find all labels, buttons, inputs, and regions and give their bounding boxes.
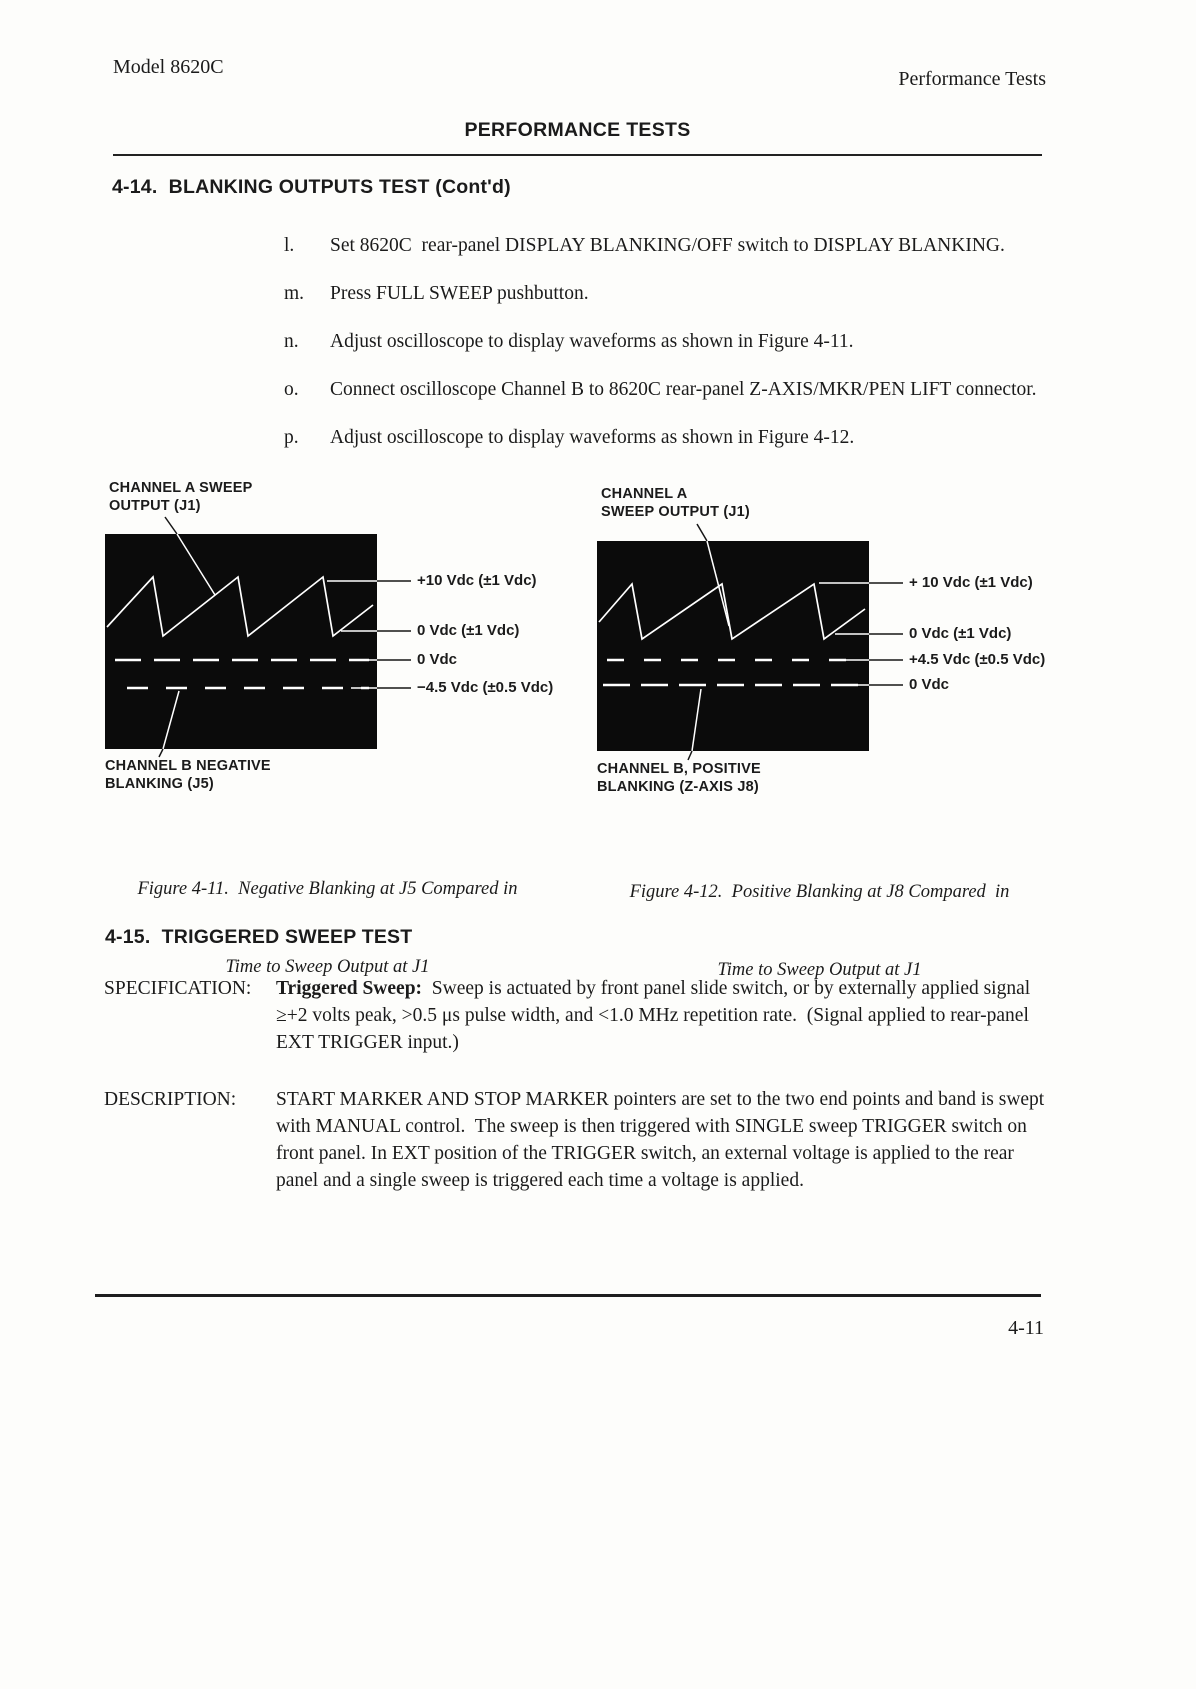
leader-line [159,749,163,757]
caption-line: Time to Sweep Output at J1 [717,960,922,980]
page-number: 4-11 [1008,1317,1044,1339]
model-number: Model 8620C [113,56,224,78]
step-letter: p. [284,427,299,448]
chapter-name: Performance Tests [898,68,1046,90]
caption-line: Time to Sweep Output at J1 [225,957,430,977]
caption-line: Figure 4-12. Positive Blanking at J8 Compared in [629,882,1010,902]
page-header [0,0,1196,91]
label-line: CHANNEL A SWEEP [109,480,253,496]
figure-4-12 [597,479,1097,980]
title-rule [113,154,1042,156]
step-text: Adjust oscilloscope to display waveforms as shown in Figure 4-12. [330,427,855,448]
step-letter: n. [284,331,299,352]
specification-body: Sweep is actuated by front panel slide switch, or by externally applied signal ≥+2 volts peak, >0.5 μs pulse width, and <1.0 MHz repetition rate. (Signal applied to rear-panel EXT TRIGGER input.) [276,978,1036,1053]
step-text: Set 8620C rear-panel DISPLAY BLANKING/OFF switch to DISPLAY BLANKING. [330,235,1005,256]
leader-line [688,751,692,760]
page-title: PERFORMANCE TESTS [464,119,691,141]
label-line: SWEEP OUTPUT (J1) [601,504,750,520]
description-row [104,1086,1048,1194]
label-line: BLANKING (Z-AXIS J8) [597,779,759,795]
voltage-label-0vdc-2: 0 Vdc [909,676,950,693]
step-letter: m. [284,283,305,304]
step-text: Adjust oscilloscope to display waveforms as shown in Figure 4-11. [330,331,854,352]
voltage-label-neg4-5: −4.5 Vdc (±0.5 Vdc) [417,679,554,696]
voltage-label-plus4-5: +4.5 Vdc (±0.5 Vdc) [909,651,1046,668]
description-text: START MARKER AND STOP MARKER pointers are set to the two end points and band is swept with MANUAL control. The sweep is then triggered with SINGLE sweep TRIGGER switch on front panel. In EXT position of the TRIGGER switch, an external voltage is applied to the rear panel and a single sweep is triggered each time a voltage is applied. [276,1089,1050,1191]
channel-a-sweep-label [109,479,252,515]
specification-label: SPECIFICATION: [104,978,252,999]
channel-b-positive-label [597,760,761,796]
leader-line [697,524,707,541]
label-line: CHANNEL B, POSITIVE [597,761,761,777]
voltage-label-0vdc-1: 0 Vdc (±1 Vdc) [417,622,520,639]
scope-screen [597,541,869,751]
voltage-label-plus10: + 10 Vdc (±1 Vdc) [909,574,1033,591]
description-label: DESCRIPTION: [104,1089,237,1110]
step-text: Connect oscilloscope Channel B to 8620C rear-panel Z-AXIS/MKR/PEN LIFT connector. [330,379,1037,400]
label-line: CHANNEL A [601,486,688,502]
procedure-steps [284,233,1046,451]
channel-a-sweep-label [601,485,750,521]
label-line: BLANKING (J5) [105,776,214,792]
voltage-label-plus10: +10 Vdc (±1 Vdc) [417,572,537,589]
label-line: OUTPUT (J1) [109,498,201,514]
section-4-15-heading: 4-15. TRIGGERED SWEEP TEST [105,926,413,948]
leader-line [165,517,177,534]
oscilloscope-trace-svg-4-12 [597,479,1097,779]
figure-4-11-caption [105,824,550,1032]
step-text: Press FULL SWEEP pushbutton. [330,283,589,304]
channel-b-negative-label [105,757,271,793]
oscilloscope-trace-svg-4-11 [105,479,605,779]
voltage-label-0vdc-1: 0 Vdc (±1 Vdc) [909,625,1012,642]
voltage-label-0vdc-2: 0 Vdc [417,651,458,668]
label-line: CHANNEL B NEGATIVE [105,758,271,774]
step-letter: o. [284,379,299,400]
step-letter: l. [284,235,295,256]
footer-rule [95,1294,1041,1297]
figure-4-12-caption [597,827,1042,1035]
caption-line: Figure 4-11. Negative Blanking at J5 Compared in [137,879,518,899]
specification-term: Triggered Sweep: [276,978,423,999]
section-4-14-heading: 4-14. BLANKING OUTPUTS TEST (Cont'd) [112,176,511,198]
scope-screen [105,534,377,749]
